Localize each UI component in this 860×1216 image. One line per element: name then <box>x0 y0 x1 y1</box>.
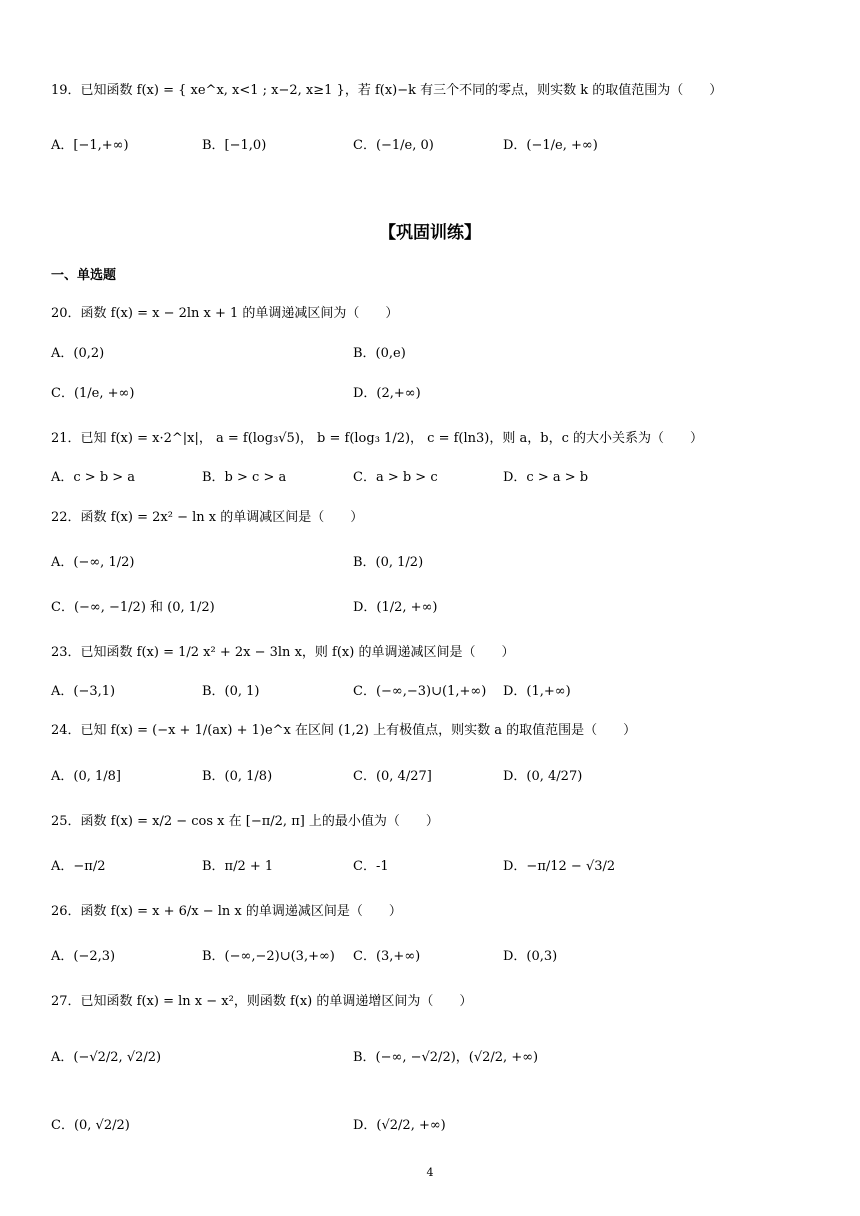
question-27-option-a: A．(−√2/2, √2/2) <box>51 1050 162 1065</box>
question-21-stem: 21．已知 f(x) = x·2^|x|， a = f(log₃√5)， b = f(log₃ 1/2)， c = f(ln3)，则 a，b，c 的大小关系为（ ） <box>51 431 703 446</box>
question-19-option-d: D．(−1/e, +∞) <box>503 138 598 153</box>
question-21-option-c: C．a > b > c <box>353 470 438 485</box>
question-25-stem: 25．函数 f(x) = x/2 − cos x 在 [−π/2, π] 上的最小值为（ ） <box>51 814 439 829</box>
question-22-stem: 22．函数 f(x) = 2x² − ln x 的单调减区间是（ ） <box>51 510 364 525</box>
section-heading: 一、单选题 <box>51 268 117 283</box>
question-20-stem: 20．函数 f(x) = x − 2ln x + 1 的单调递减区间为（ ） <box>51 306 399 321</box>
question-22-option-d: D．(1/2, +∞) <box>353 600 438 615</box>
question-25-option-c: C．-1 <box>353 859 389 874</box>
question-20-option-d: D．(2,+∞) <box>353 386 421 401</box>
question-26-option-d: D．(0,3) <box>503 949 558 964</box>
question-23-option-a: A．(−3,1) <box>51 684 116 699</box>
question-21-option-b: B．b > c > a <box>202 470 287 485</box>
question-27-option-b: B．(−∞, −√2/2)，(√2/2, +∞) <box>353 1050 539 1065</box>
question-27-option-c: C．(0, √2/2) <box>51 1118 130 1133</box>
question-25-option-d: D．−π/12 − √3/2 <box>503 859 616 874</box>
question-20-option-a: A．(0,2) <box>51 346 105 361</box>
question-24-option-a: A．(0, 1/8] <box>51 769 121 784</box>
question-23-option-b: B．(0, 1) <box>202 684 260 699</box>
section-title: 【巩固训练】 <box>379 223 481 243</box>
question-19-stem: 19．已知函数 f(x) = { xe^x, x<1 ; x−2, x≥1 }，若 f(x)−k 有三个不同的零点，则实数 k 的取值范围为（ ） <box>51 83 723 98</box>
question-27-option-d: D．(√2/2, +∞) <box>353 1118 446 1133</box>
question-19-option-a: A．[−1,+∞) <box>51 138 129 153</box>
question-23-stem: 23．已知函数 f(x) = 1/2 x² + 2x − 3ln x，则 f(x) 的单调递减区间是（ ） <box>51 645 515 660</box>
question-20-option-c: C．(1/e, +∞) <box>51 386 135 401</box>
question-24-option-b: B．(0, 1/8) <box>202 769 273 784</box>
question-26-option-b: B．(−∞,−2)∪(3,+∞) <box>202 949 335 964</box>
question-21-option-d: D．c > a > b <box>503 470 589 485</box>
question-24-stem: 24．已知 f(x) = (−x + 1/(ax) + 1)e^x 在区间 (1,2) 上有极值点，则实数 a 的取值范围是（ ） <box>51 723 637 738</box>
question-21-option-a: A．c > b > a <box>51 470 136 485</box>
question-24-option-c: C．(0, 4/27] <box>353 769 432 784</box>
question-19-option-c: C．(−1/e, 0) <box>353 138 434 153</box>
question-20-option-b: B．(0,e) <box>353 346 406 361</box>
question-25-option-b: B．π/2 + 1 <box>202 859 274 874</box>
question-26-option-c: C．(3,+∞) <box>353 949 421 964</box>
question-26-option-a: A．(−2,3) <box>51 949 116 964</box>
question-24-option-d: D．(0, 4/27) <box>503 769 583 784</box>
page-number: 4 <box>426 1166 434 1179</box>
question-19-option-b: B．[−1,0) <box>202 138 267 153</box>
question-22-option-a: A．(−∞, 1/2) <box>51 555 135 570</box>
question-25-option-a: A．−π/2 <box>51 859 106 874</box>
question-23-option-c: C．(−∞,−3)∪(1,+∞) <box>353 684 487 699</box>
question-22-option-c: C．(−∞, −1/2) 和 (0, 1/2) <box>51 600 215 615</box>
question-26-stem: 26．函数 f(x) = x + 6/x − ln x 的单调递减区间是（ ） <box>51 904 402 919</box>
question-22-option-b: B．(0, 1/2) <box>353 555 424 570</box>
question-27-stem: 27．已知函数 f(x) = ln x − x²，则函数 f(x) 的单调递增区间为（ ） <box>51 994 473 1009</box>
question-23-option-d: D．(1,+∞) <box>503 684 571 699</box>
